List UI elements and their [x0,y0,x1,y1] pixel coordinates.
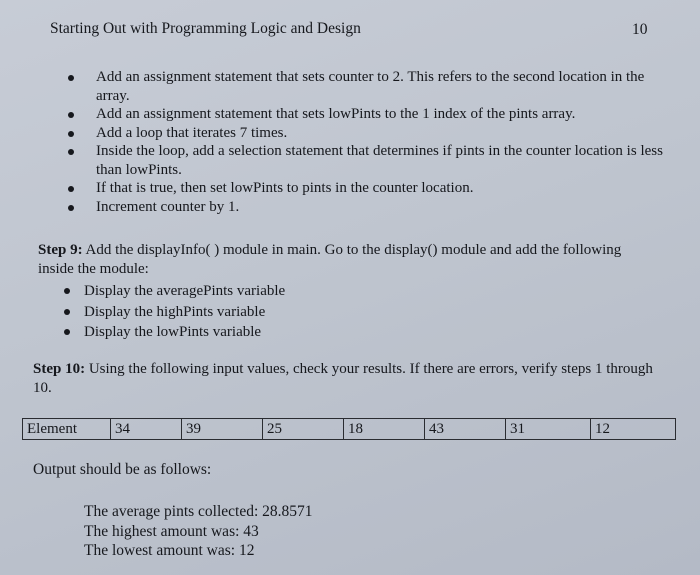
bullet-item: Increment counter by 1. [60,198,670,217]
bullet-item: Add an assignment statement that sets counter to 2. This refers to the second location in the array. [60,68,670,105]
table-cell: 18 [344,419,425,440]
step-9-item: Display the averagePints variable [58,281,285,302]
table-cell: 31 [506,419,591,440]
step-9-label: Step 9: [38,242,83,258]
input-values-table [22,418,676,440]
table-row [23,419,676,440]
bullet-item: Inside the loop, add a selection statement that determines if pints in the counter location is less than lowPints. [60,142,670,179]
step-10-paragraph [33,360,668,398]
bullet-item: If that is true, then set lowPints to pints in the counter location. [60,179,670,198]
table-cell: 34 [111,419,182,440]
step-9-list [58,281,285,343]
page-header-title: Starting Out with Programming Logic and Design [50,20,361,37]
table-cell: 39 [182,419,263,440]
table-cell: 43 [425,419,506,440]
output-block [84,502,313,561]
table-cell: 25 [263,419,344,440]
step-9-item: Display the highPints variable [58,302,285,323]
step-9-paragraph [38,241,658,279]
instruction-bullet-list [60,68,670,216]
step-10-text: Using the following input values, check your results. If there are errors, verify steps 1 through 10. [33,361,653,396]
bullet-item: Add a loop that iterates 7 times. [60,124,670,143]
output-label: Output should be as follows: [33,461,212,478]
output-line: The lowest amount was: 12 [84,542,255,559]
step-9-item: Display the lowPints variable [58,322,285,343]
bullet-item: Add an assignment statement that sets lowPints to the 1 index of the pints array. [60,105,670,124]
table-header-cell: Element [23,419,111,440]
step-9-text: Add the displayInfo( ) module in main. Go to the display() module and add the following inside the module: [38,242,622,277]
page-number: 10 [632,21,648,38]
output-line: The average pints collected: 28.8571 [84,503,313,520]
table-cell: 12 [591,419,676,440]
output-line: The highest amount was: 43 [84,522,259,540]
step-10-label: Step 10: [33,361,86,377]
